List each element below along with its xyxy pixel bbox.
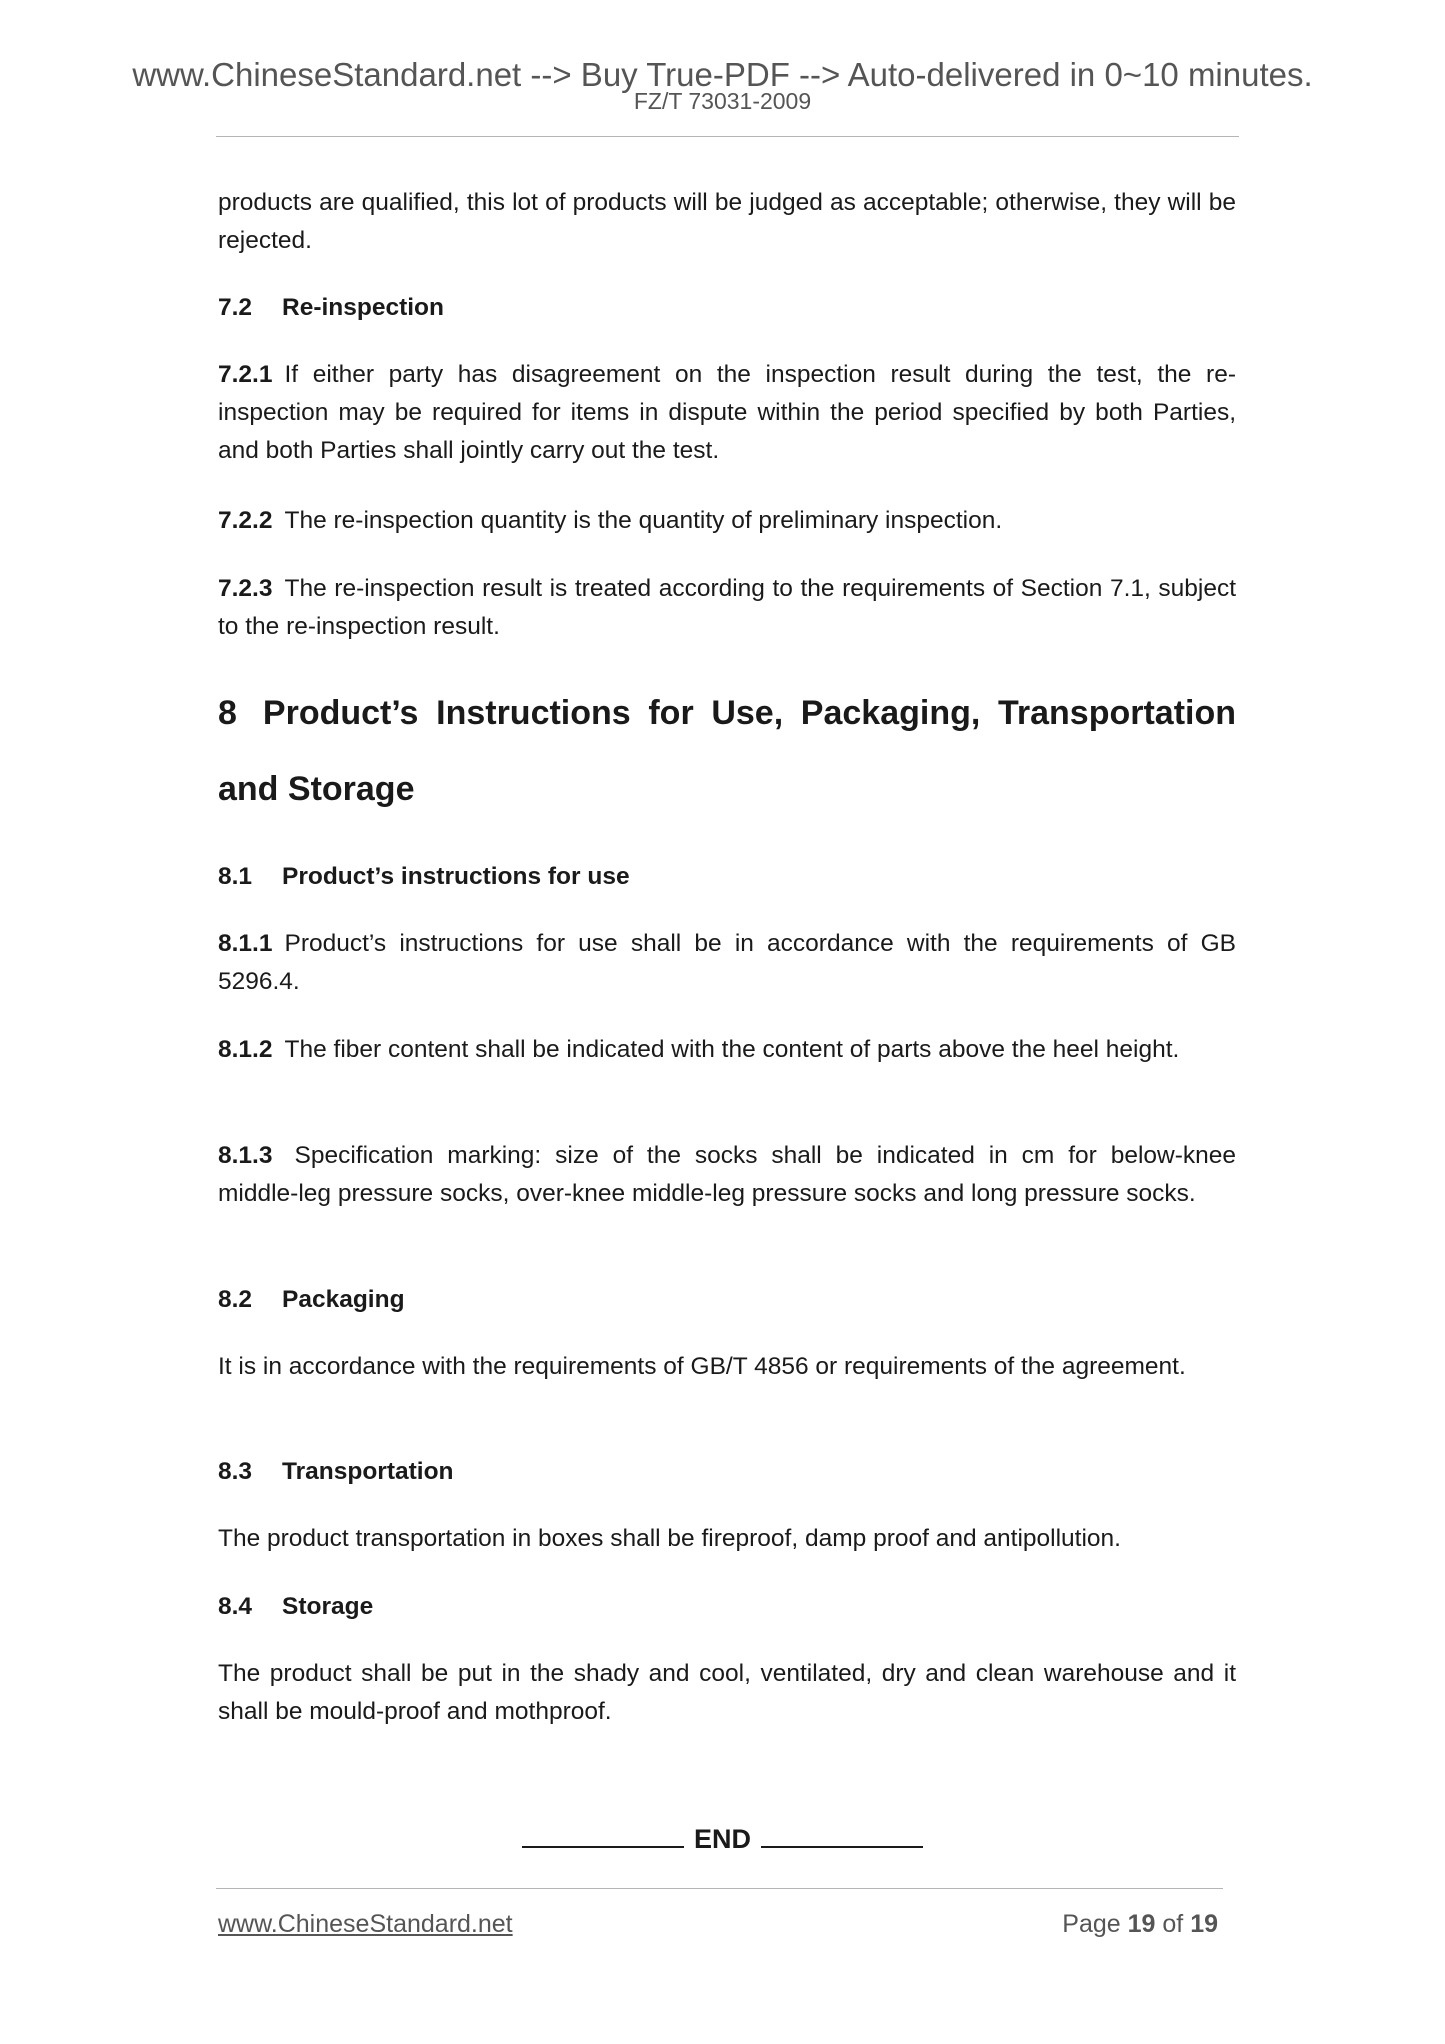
- page-prefix: Page: [1062, 1910, 1121, 1938]
- clause-number: 8.1.1: [218, 930, 273, 957]
- page-total: 19: [1190, 1910, 1218, 1938]
- clause-text: Product’s instructions for use shall be in accordance with the requirements of GB 5296.4.: [218, 930, 1236, 995]
- clause-number: 7.2.2: [218, 507, 273, 534]
- clause-number: 7.2.3: [218, 575, 273, 602]
- clause-7-2-2: [218, 502, 1236, 540]
- end-marker: [0, 1820, 1445, 1858]
- section-title: Product’s instructions for use: [282, 863, 630, 890]
- end-rule-right: [761, 1820, 923, 1848]
- header-divider: [216, 136, 1239, 137]
- section-8-3-heading: [218, 1453, 454, 1491]
- section-number: 8.2: [218, 1286, 253, 1313]
- clause-7-2-3: [218, 570, 1236, 646]
- packaging-text: It is in accordance with the requirements of GB/T 4856 or requirements of the agreement.: [218, 1353, 1186, 1380]
- storage-text: The product shall be put in the shady and cool, ventilated, dry and clean warehouse and it shall be mould-proof and mothproof.: [218, 1660, 1236, 1725]
- section-title: Storage: [282, 1593, 374, 1620]
- clause-number: 8.1.2: [218, 1036, 273, 1063]
- section-8-heading: [218, 675, 1236, 827]
- section-number: 8.1: [218, 863, 253, 890]
- clause-8-1-1: [218, 925, 1236, 1001]
- transportation-text: The product transportation in boxes shall be fireproof, damp proof and antipollution.: [218, 1525, 1121, 1552]
- clause-text: The fiber content shall be indicated with the content of parts above the heel height.: [284, 1036, 1180, 1063]
- footer-site-link[interactable]: www.ChineseStandard.net: [218, 1910, 513, 1938]
- section-7-2-heading: [218, 289, 444, 327]
- page-of: of: [1162, 1910, 1184, 1938]
- document-number: FZ/T 73031-2009: [633, 88, 812, 114]
- clause-text: The re-inspection result is treated according to the requirements of Section 7.1, subject to the re-inspection result.: [218, 575, 1236, 640]
- section-number: 8.3: [218, 1458, 253, 1485]
- section-title: Packaging: [282, 1286, 405, 1313]
- clause-number: 8.1.3: [218, 1142, 273, 1169]
- intro-paragraph: products are qualified, this lot of products will be judged as acceptable; otherwise, they will be rejected.: [218, 189, 1236, 254]
- clause-8-1-2: [218, 1031, 1236, 1069]
- clause-7-2-1: [218, 356, 1236, 470]
- section-number: 7.2: [218, 294, 253, 321]
- section-number: 8: [218, 694, 237, 732]
- page-current: 19: [1127, 1910, 1156, 1938]
- end-text: END: [693, 1824, 751, 1854]
- section-number: 8.4: [218, 1593, 253, 1620]
- section-8-1-heading: [218, 858, 630, 896]
- end-rule-left: [522, 1820, 684, 1848]
- section-title: Product’s Instructions for Use, Packaging, Transportation and Storage: [218, 694, 1236, 808]
- header-banner[interactable]: www.ChineseStandard.net --> Buy True-PDF --> Auto-delivered in 0~10 minutes.: [132, 56, 1313, 93]
- page-indicator: [1062, 1907, 1218, 1941]
- clause-text: Specification marking: size of the socks shall be indicated in cm for below-knee middle-leg pressure socks, over-knee middle-leg pressure socks and long pressure socks.: [218, 1142, 1236, 1207]
- section-title: Re-inspection: [282, 294, 444, 321]
- clause-8-1-3: [218, 1137, 1236, 1213]
- clause-text: The re-inspection quantity is the quantity of preliminary inspection.: [284, 507, 1003, 534]
- section-8-2-heading: [218, 1281, 405, 1319]
- section-title: Transportation: [282, 1458, 454, 1485]
- footer-divider: [216, 1888, 1223, 1889]
- section-8-4-heading: [218, 1588, 373, 1626]
- clause-number: 7.2.1: [218, 361, 273, 388]
- clause-text: If either party has disagreement on the inspection result during the test, the re-inspection may be required for items in dispute within the period specified by both Parties, and both Parties shall jointly carry out the test.: [218, 361, 1236, 464]
